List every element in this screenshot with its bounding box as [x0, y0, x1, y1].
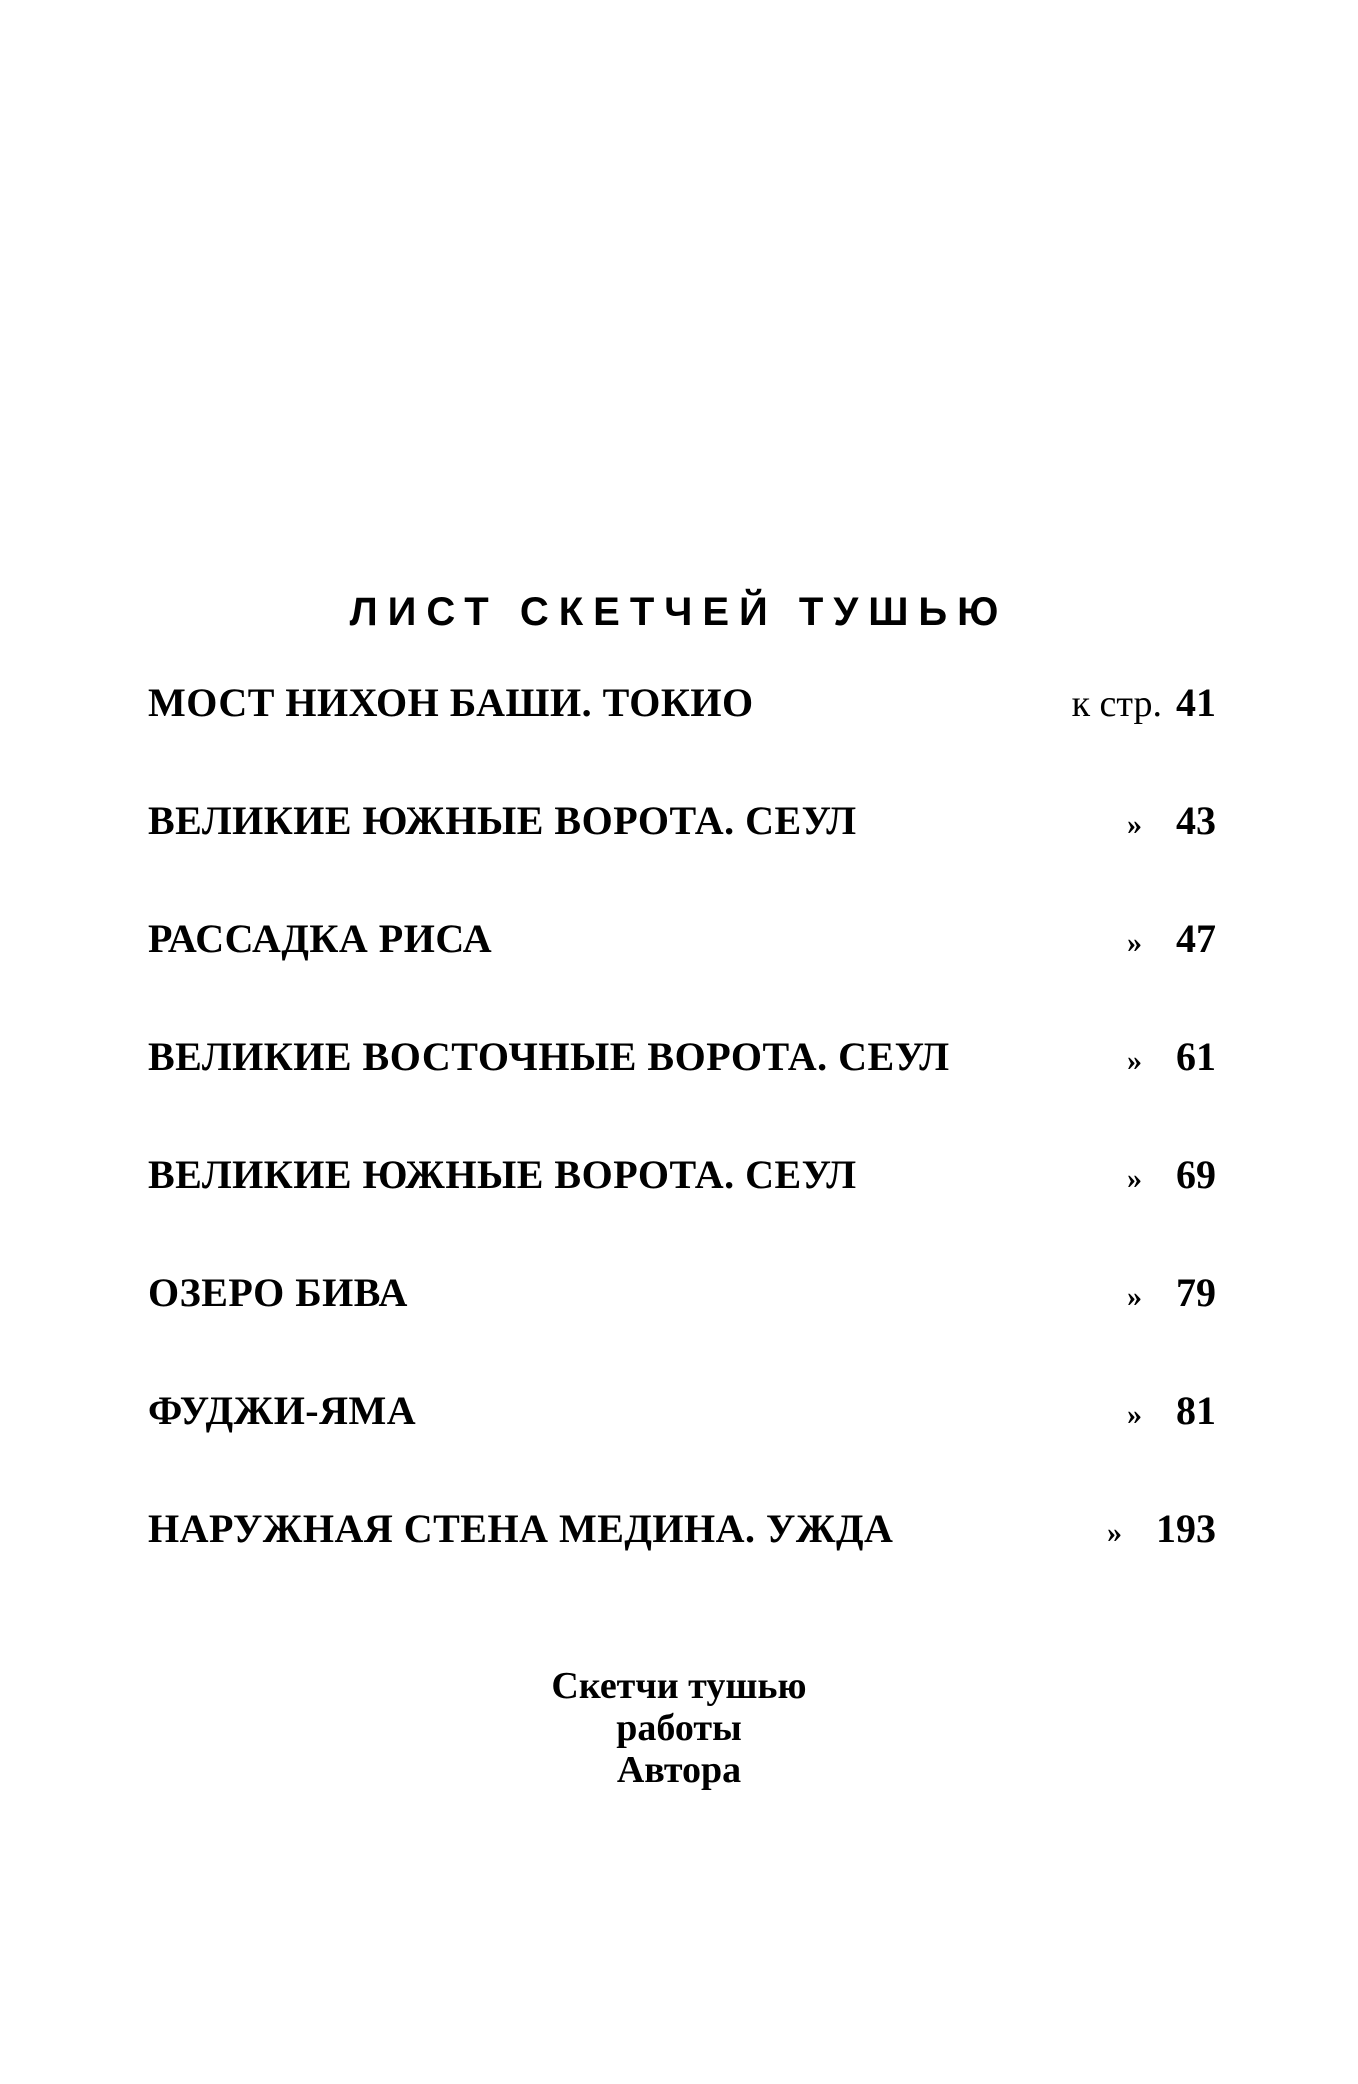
- entry-page-number: 193: [1156, 1506, 1216, 1551]
- ditto-mark: »: [1127, 1044, 1142, 1077]
- credit-line-2: работы: [616, 1707, 742, 1749]
- entry-reference: [1127, 1386, 1216, 1436]
- list-item: [148, 678, 1216, 728]
- entry-marker: к стр.: [1071, 683, 1162, 725]
- entry-title: ВЕЛИКИЕ ЮЖНЫЕ ВОРОТА. СЕУЛ: [148, 1152, 857, 1197]
- credit-line-1: Скетчи тушью: [551, 1665, 807, 1707]
- list-item: [148, 1268, 1216, 1318]
- entry-reference: [1072, 678, 1216, 728]
- entry-reference: [1127, 796, 1216, 846]
- entry-reference: [1127, 1150, 1216, 1200]
- list-item: [148, 1504, 1216, 1554]
- list-item: [148, 1032, 1216, 1082]
- entry-reference: [1127, 1032, 1216, 1082]
- ditto-mark: »: [1107, 1516, 1122, 1549]
- list-item: [148, 1386, 1216, 1436]
- ditto-mark: »: [1127, 1280, 1142, 1313]
- entry-page-number: 69: [1176, 1152, 1216, 1197]
- ditto-mark: »: [1127, 1398, 1142, 1431]
- list-item: [148, 1150, 1216, 1200]
- entry-title: РАССАДКА РИСА: [148, 916, 493, 961]
- entry-page-number: 43: [1176, 798, 1216, 843]
- credit-note: [0, 1665, 1358, 1791]
- list-item: [148, 796, 1216, 846]
- entry-page-number: 81: [1176, 1388, 1216, 1433]
- entry-title: МОСТ НИХОН БАШИ. ТОКИО: [148, 680, 754, 725]
- entry-title: ФУДЖИ-ЯМА: [148, 1388, 417, 1433]
- credit-line-3: Автора: [616, 1749, 742, 1791]
- entry-reference: [1127, 1268, 1216, 1318]
- page-title: ЛИСТ СКЕТЧЕЙ ТУШЬЮ: [349, 590, 1009, 634]
- entry-page-number: 79: [1176, 1270, 1216, 1315]
- entry-page-number: 61: [1176, 1034, 1216, 1079]
- list-item: [148, 914, 1216, 964]
- entry-reference: [1127, 914, 1216, 964]
- ditto-mark: »: [1127, 926, 1142, 959]
- entry-title: ВЕЛИКИЕ ЮЖНЫЕ ВОРОТА. СЕУЛ: [148, 798, 857, 843]
- entry-title: НАРУЖНАЯ СТЕНА МЕДИНА. УЖДА: [148, 1506, 894, 1551]
- entry-title: ОЗЕРО БИВА: [148, 1270, 408, 1315]
- entry-page-number: 41: [1176, 680, 1216, 725]
- ditto-mark: »: [1127, 1162, 1142, 1195]
- entry-title: ВЕЛИКИЕ ВОСТОЧНЫЕ ВОРОТА. СЕУЛ: [148, 1034, 950, 1079]
- entry-reference: [1107, 1504, 1216, 1554]
- ditto-mark: »: [1127, 808, 1142, 841]
- entry-page-number: 47: [1176, 916, 1216, 961]
